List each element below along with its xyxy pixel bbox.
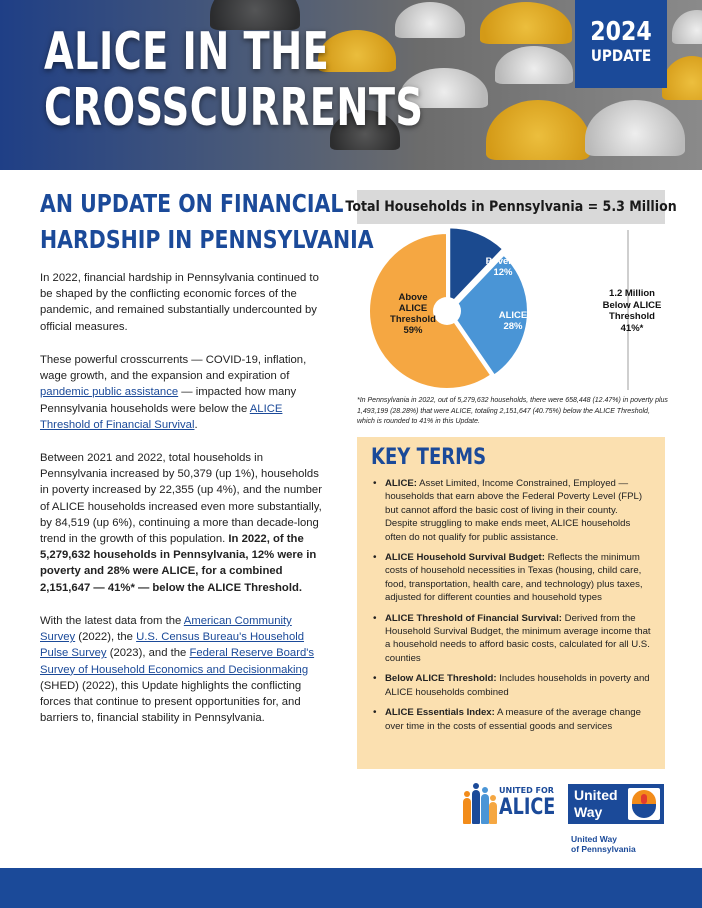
pie-label-poverty: Poverty 12% (485, 256, 521, 278)
key-terms-box (357, 437, 665, 769)
key-term-alice: • ALICE: Asset Limited, Income Constrained, Employed — households that earn above the Federal Poverty Level (FPL) but cannot afford the basic cost of living in their county. Despite struggling to make ends meet, ALICE households often do not qualify for public assistance. (371, 477, 651, 544)
key-terms-title: KEY TERMS (371, 445, 487, 470)
uw-logo-line1: United (574, 787, 618, 803)
key-term-threshold: • ALICE Threshold of Financial Survival: Derived from the Household Survival Budget, the minimum average income that a household needs to afford basic costs, calculated for all U.S. counties (371, 612, 651, 666)
chart-title-bar (345, 190, 677, 224)
alice-logo-big-text: ALICE (499, 795, 556, 820)
united-for-alice-logo (463, 780, 555, 826)
alice-threshold-link[interactable]: ALICE Threshold of Financial Survival (40, 402, 283, 431)
year-text: 2024 (590, 17, 652, 47)
pandemic-assistance-link[interactable]: pandemic public assistance (40, 386, 179, 399)
crosscurrents-paragraph: These powerful crosscurrents — COVID-19, inflation, wage growth, and the expansion and expiration of pandemic public assistance — impacted how many Pennsylvania households were below the ALICE Threshold of Financial Survival. (40, 354, 307, 431)
alice-logo-small-text: UNITED FOR (499, 786, 554, 795)
key-statistic: In 2022, of the 5,279,632 households in Pennsylvania, 12% were in poverty and 28% were ALICE, for a combined 2,151,647 — 41%* — below the ALICE Threshold. (40, 533, 317, 594)
united-way-logo (568, 784, 664, 824)
key-term-survival-budget: • ALICE Household Survival Budget: Reflects the minimum costs of household necessities in Texas (housing, child care, food, transportation, health care, and technology) plus taxes, adjusted for different counties and household types (371, 551, 651, 605)
key-term-essentials-index: • ALICE Essentials Index: A measure of the average change over time in the costs of essential goods and services (371, 706, 651, 733)
pie-chart (357, 226, 665, 396)
alice-figures-icon (463, 784, 497, 824)
intro-paragraph: In 2022, financial hardship in Pennsylvania continued to be shaped by the conflicting economic forces of the pandemic, and remained substantially undercounted by official measures. (40, 272, 319, 333)
header-banner (0, 0, 702, 170)
chart-title: Total Households in Pennsylvania = 5.3 Million (345, 199, 677, 215)
key-term-below-threshold: • Below ALICE Threshold: Includes households in poverty and ALICE households combined (371, 672, 651, 699)
acs-link[interactable]: American Community Survey (40, 615, 292, 644)
document-title: ALICE IN THE CROSSCURRENTS (44, 22, 424, 138)
united-way-pennsylvania-text: United Way of Pennsylvania (571, 834, 636, 854)
united-way-emblem-icon (628, 788, 660, 820)
footer-bar (0, 868, 702, 908)
pulse-survey-link[interactable]: U.S. Census Bureau's Household Pulse Survey (40, 631, 305, 660)
year-badge (575, 0, 667, 88)
below-threshold-annotation: 1.2 Million Below ALICE Threshold 41%* (602, 288, 662, 334)
sources-paragraph: With the latest data from the American Community Survey (2022), the U.S. Census Bureau's Household Pulse Survey (2023), and the Federal Reserve Board's Survey of Household Economics and Decisionmaking (SHED) (2022), this Update highlights the conflicting forces that continue to present opportunities for, and barriers to, financial stability in Pennsylvania. (40, 615, 315, 725)
statistics-paragraph: Between 2021 and 2022, total households in Pennsylvania increased by 50,379 (up 1%), households in poverty increased by 22,355 (up 4%), and the number of ALICE households increased even more substantially, by 84,519 (up 6%), continuing a more than decade-long trend in the growth of this population. In 2022, of the 5,279,632 households in Pennsylvania, 12% were in poverty and 28% were ALICE, for a combined 2,151,647 — 41%* — below the ALICE Threshold. (40, 452, 322, 594)
shed-link[interactable]: Federal Reserve Board's Survey of Household Economics and Decisionmaking (40, 647, 315, 676)
pie-label-above: Above ALICE Threshold 59% (390, 292, 436, 336)
key-terms-list (371, 477, 651, 733)
pie-label-alice: ALICE 28% (498, 310, 528, 332)
section-heading: AN UPDATE ON FINANCIAL HARDSHIP IN PENNSYLVANIA (40, 189, 374, 254)
update-text: UPDATE (590, 46, 652, 65)
chart-footnote: *In Pennsylvania in 2022, out of 5,279,632 households, there were 658,448 (12.47%) in poverty plus 1,493,199 (28.28%) that were ALICE, totaling 2,151,647 (40.75%) below the ALICE Threshold, which is rounded to 41% in this Update. (357, 397, 668, 425)
uw-logo-line2: Way (574, 804, 603, 820)
